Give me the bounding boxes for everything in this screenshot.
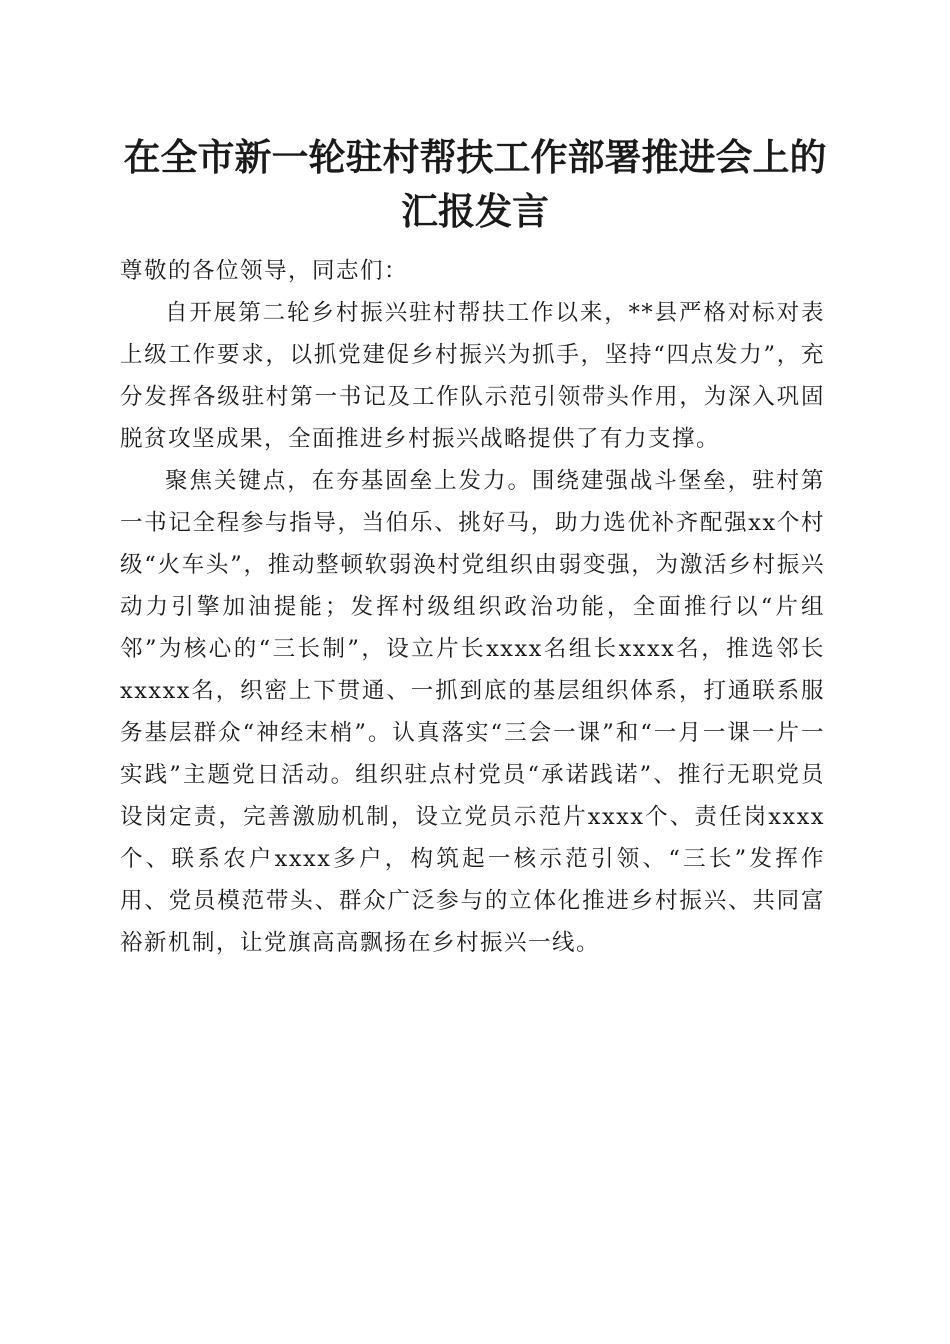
document-title: 在全市新一轮驻村帮扶工作部署推进会上的汇报发言: [123, 135, 827, 233]
paragraph-key-point: 聚焦关键点，在夯基固垒上发力。围绕建强战斗堡垒，驻村第一书记全程参与指导，当伯乐、挑好马，助力选优补齐配强xx个村级“火车头”，推动整顿软弱涣村党组织由弱变强，为激活乡村振兴动力引擎加油提能；发挥村级组织政治功能，全面推行以“片组邻”为核心的“三长制”，设立片长xxxx名组长xxxx名，推选邻长xxxxx名，织密上下贯通、一抓到底的基层组织体系，打通联系服务基层群众“神经末梢”。认真落实“三会一课”和“一月一课一片一实践”主题党日活动。组织驻点村党员“承诺践诺”、推行无职党员设岗定责，完善激励机制，设立党员示范片xxxx个、责任岗xxxx个、联系农户xxxx多户，构筑起一核示范引领、“三长”发挥作用、党员模范带头、群众广泛参与的立体化推进乡村振兴、共同富裕新机制，让党旗高高飘扬在乡村振兴一线。: [120, 468, 825, 956]
paragraph-intro: 自开展第二轮乡村振兴驻村帮扶工作以来，**县严格对标对表上级工作要求，以抓党建促乡村振兴为抓手，坚持“四点发力”，充分发挥各级驻村第一书记及工作队示范引领带头作用，为深入巩固脱贫攻坚成果，全面推进乡村振兴战略提供了有力支撑。: [120, 300, 825, 452]
greeting-line: 尊敬的各位领导，同志们：: [120, 258, 409, 284]
document-body: [120, 250, 825, 964]
